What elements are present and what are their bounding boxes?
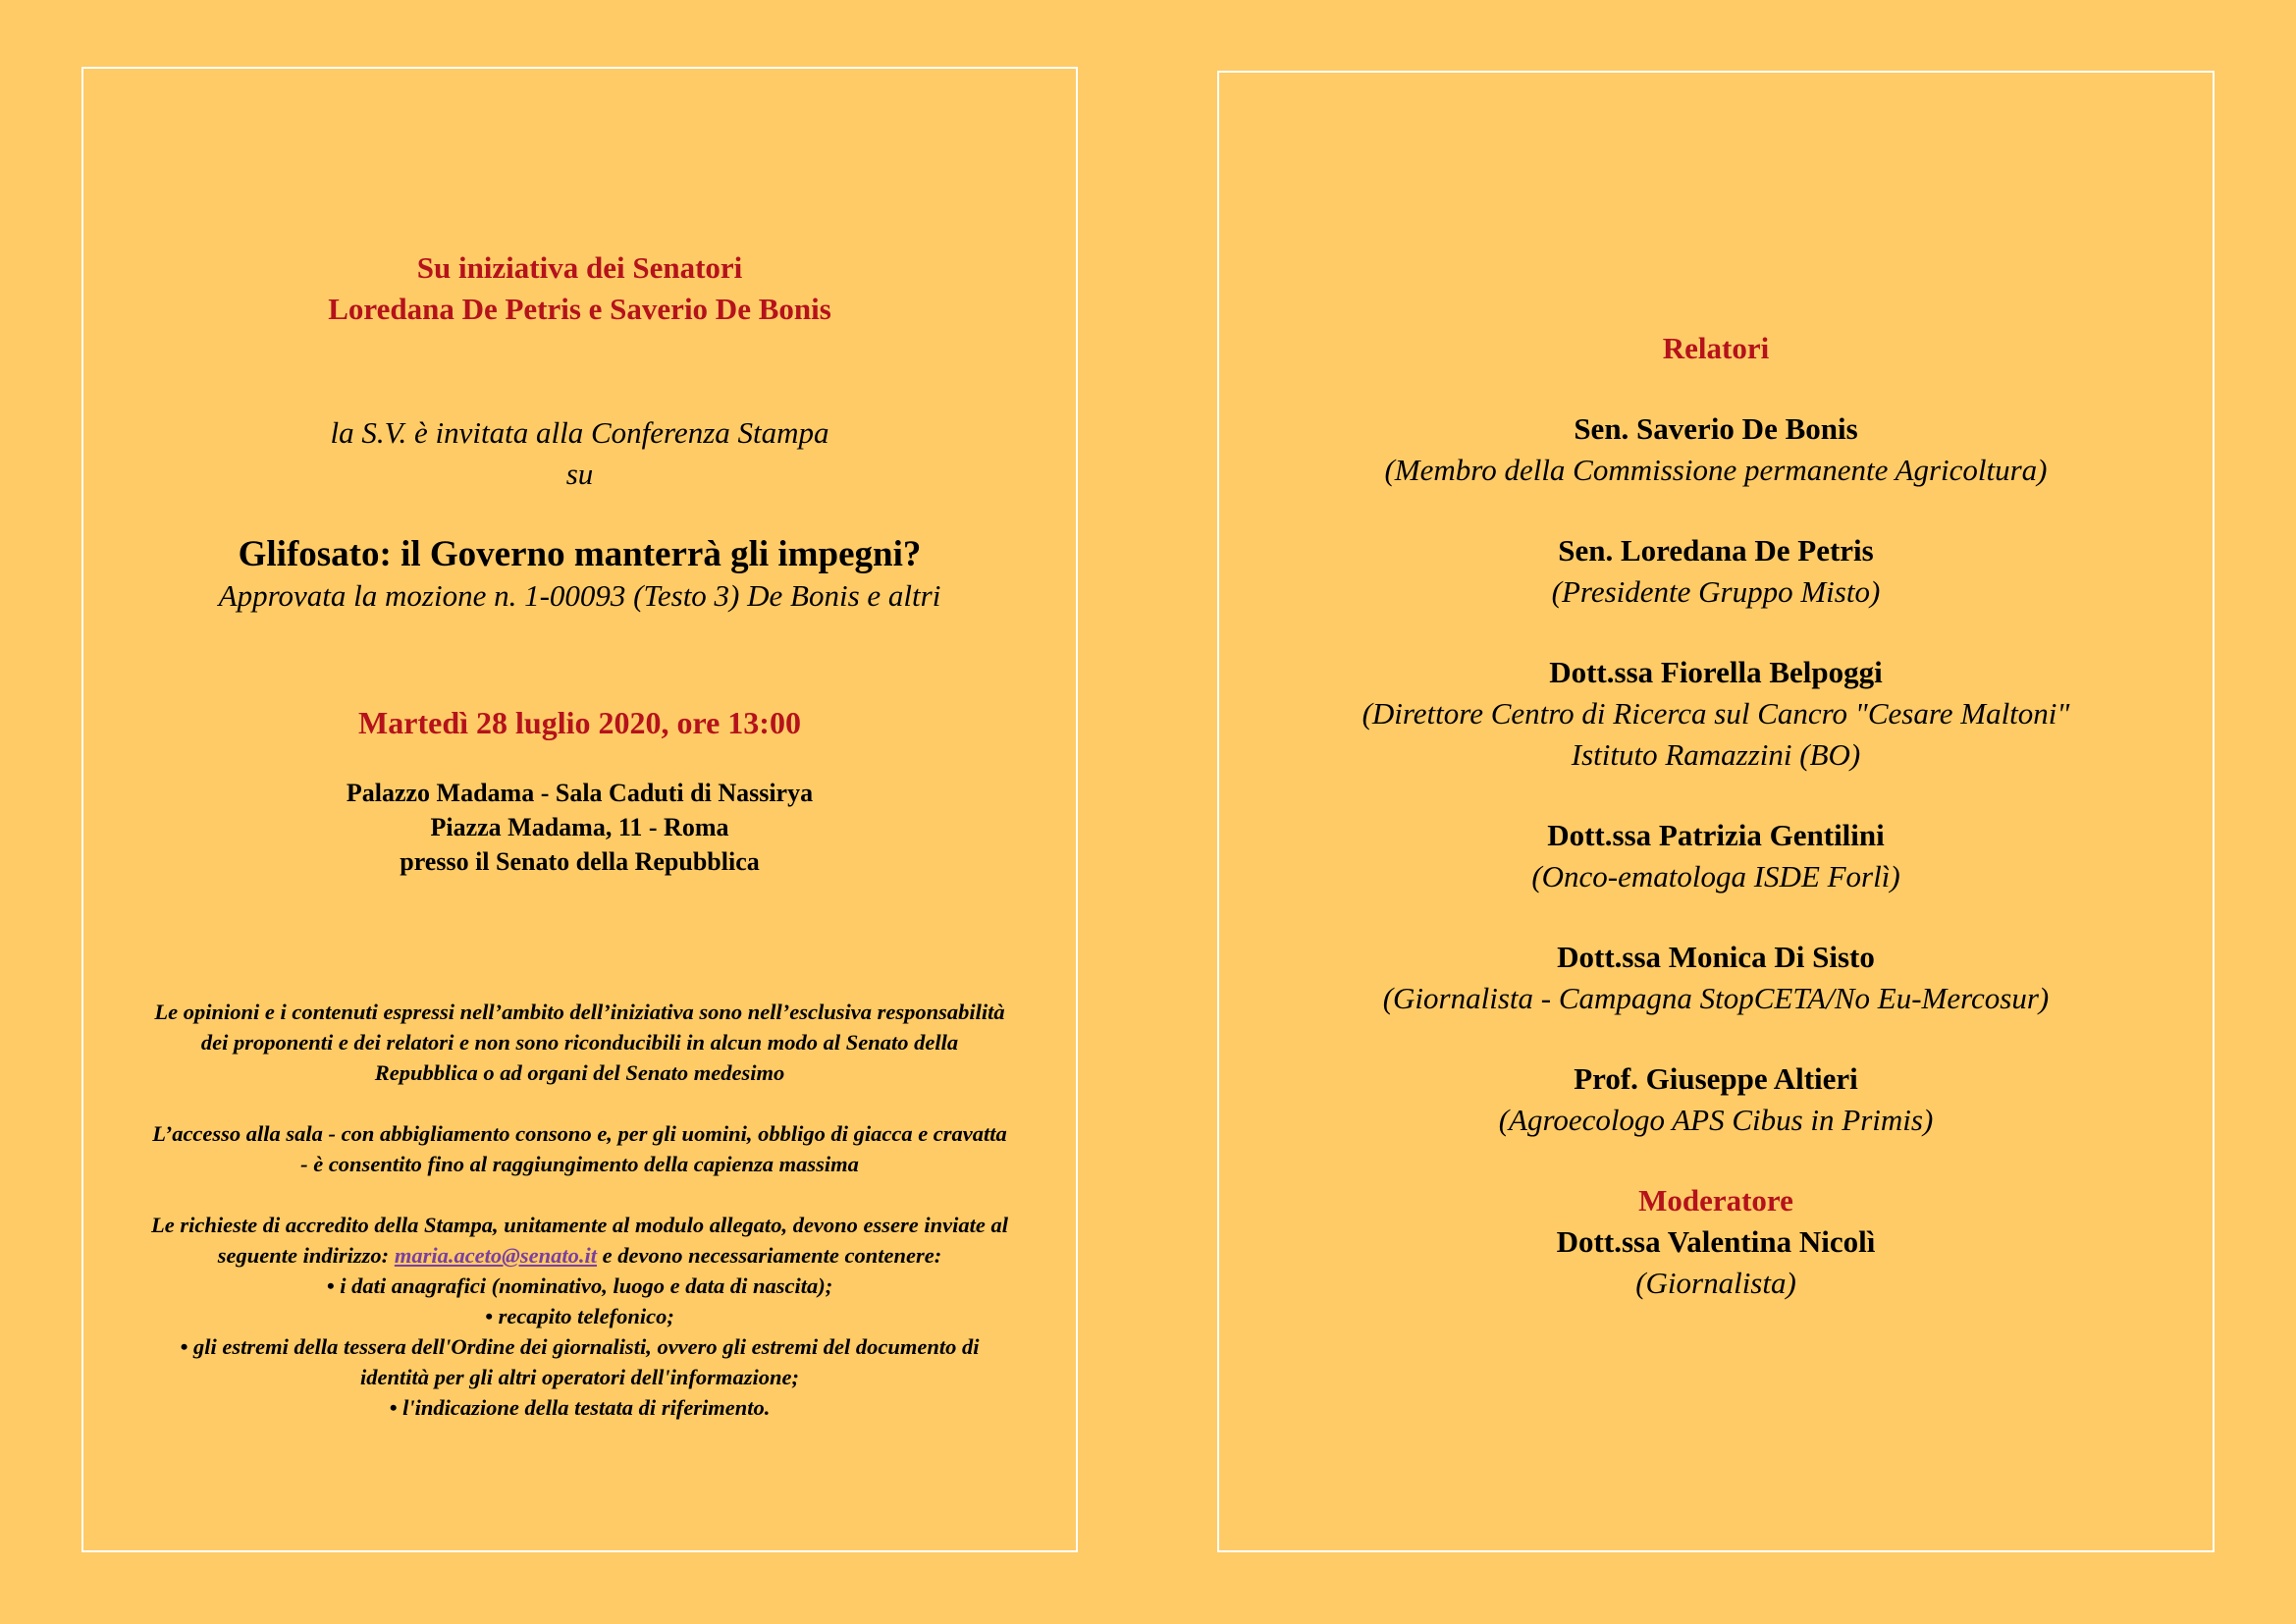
accreditation-text: e devono necessariamente contenere:: [597, 1243, 942, 1268]
venue-institution: presso il Senato della Repubblica: [400, 847, 760, 876]
invitation-left-panel: [81, 67, 1078, 1552]
conference-title-text: Glifosato: il Governo manterrà gli impegni?: [238, 534, 922, 574]
speaker-name: Dott.ssa Patrizia Gentilini: [1547, 818, 1885, 852]
speaker-name: Dott.ssa Fiorella Belpoggi: [1549, 655, 1883, 689]
speaker-entry: [1219, 1058, 2213, 1141]
initiative-line: Su iniziativa dei Senatori: [416, 250, 743, 285]
speaker-entry: [1219, 937, 2213, 1019]
speaker-entry: [1219, 815, 2213, 897]
speaker-role: (Agroecologo APS Cibus in Primis): [1498, 1103, 1934, 1137]
speaker-entry: [1219, 408, 2213, 491]
invitation-right-panel: [1217, 71, 2215, 1552]
speaker-role: (Giornalista - Campagna StopCETA/No Eu-Mercosur): [1382, 981, 2050, 1015]
email-link[interactable]: maria.aceto@senato.it: [394, 1243, 598, 1268]
speaker-name: Sen. Saverio De Bonis: [1574, 411, 1858, 446]
accreditation-text: seguente indirizzo:: [217, 1243, 395, 1268]
speakers-list: [1219, 328, 2213, 1304]
conference-subtitle-text: Approvata la mozione n. 1-00093 (Testo 3) De Bonis e altri: [218, 578, 941, 613]
venue-address: Piazza Madama, 11 - Roma: [430, 813, 729, 841]
speaker-name: Dott.ssa Monica Di Sisto: [1557, 940, 1875, 974]
paragraph-gap: [97, 1179, 1062, 1210]
invite-text: [83, 412, 1076, 495]
moderator-entry: [1219, 1180, 2213, 1304]
speaker-role: (Direttore Centro di Ricerca sul Cancro "Cesare Maltoni": [1362, 696, 2070, 731]
invite-su: su: [565, 457, 594, 491]
accreditation-line: Le richieste di accredito della Stampa, unitamente al modulo allegato, devono essere inviate al: [150, 1213, 1009, 1237]
event-date-text: Martedì 28 luglio 2020, ore 13:00: [358, 705, 801, 740]
speakers-heading: Relatori: [1662, 331, 1770, 365]
disclaimer-line: Le opinioni e i contenuti espressi nell’ambito dell’iniziativa sono nell’esclusiva responsabilità: [154, 1000, 1005, 1024]
venue-line: Palazzo Madama - Sala Caduti di Nassirya: [346, 779, 814, 807]
moderator-name: Dott.ssa Valentina Nicolì: [1556, 1224, 1876, 1259]
speaker-entry: [1219, 652, 2213, 776]
accreditation-address-line: [97, 1240, 1062, 1271]
speaker-name: Prof. Giuseppe Altieri: [1574, 1061, 1858, 1096]
conference-subtitle: [83, 575, 1076, 617]
requirement-item: • i dati anagrafici (nominativo, luogo e data di nascita);: [326, 1273, 833, 1298]
access-line: L’accesso alla sala - con abbigliamento consono e, per gli uomini, obbligo di giacca e cravatta: [152, 1121, 1007, 1146]
requirement-item: • recapito telefonico;: [485, 1304, 674, 1328]
requirement-item: • l'indicazione della testata di riferimento.: [389, 1395, 771, 1420]
speaker-role: (Onco-ematologa ISDE Forlì): [1531, 859, 1900, 893]
access-line: - è consentito fino al raggiungimento della capienza massima: [300, 1152, 859, 1176]
disclaimer-line: dei proponenti e dei relatori e non sono riconducibili in alcun modo al Senato della: [200, 1030, 959, 1055]
speaker-role: (Membro della Commissione permanente Agricoltura): [1384, 453, 2048, 487]
speaker-entry: [1219, 530, 2213, 613]
paragraph-gap: [97, 1088, 1062, 1118]
initiative-senators: Loredana De Petris e Saverio De Bonis: [328, 292, 831, 326]
speaker-role: Istituto Ramazzini (BO): [1571, 737, 1861, 772]
speaker-role: (Presidente Gruppo Misto): [1551, 574, 1881, 609]
moderator-role: (Giornalista): [1635, 1266, 1796, 1300]
conference-title: [83, 533, 1076, 576]
disclaimer-line: Repubblica o ad organi del Senato medesimo: [374, 1060, 785, 1085]
initiative-header: [83, 247, 1076, 330]
moderator-heading: Moderatore: [1638, 1183, 1793, 1218]
invite-line: la S.V. è invitata alla Conferenza Stampa: [330, 415, 829, 450]
disclaimer-notes: [97, 997, 1062, 1423]
event-venue: [83, 776, 1076, 879]
speaker-name: Sen. Loredana De Petris: [1558, 533, 1874, 568]
requirement-item: identità per gli altri operatori dell'informazione;: [360, 1365, 799, 1389]
requirement-item: • gli estremi della tessera dell'Ordine dei giornalisti, ovvero gli estremi del documento di: [180, 1334, 980, 1359]
event-date: [83, 702, 1076, 743]
